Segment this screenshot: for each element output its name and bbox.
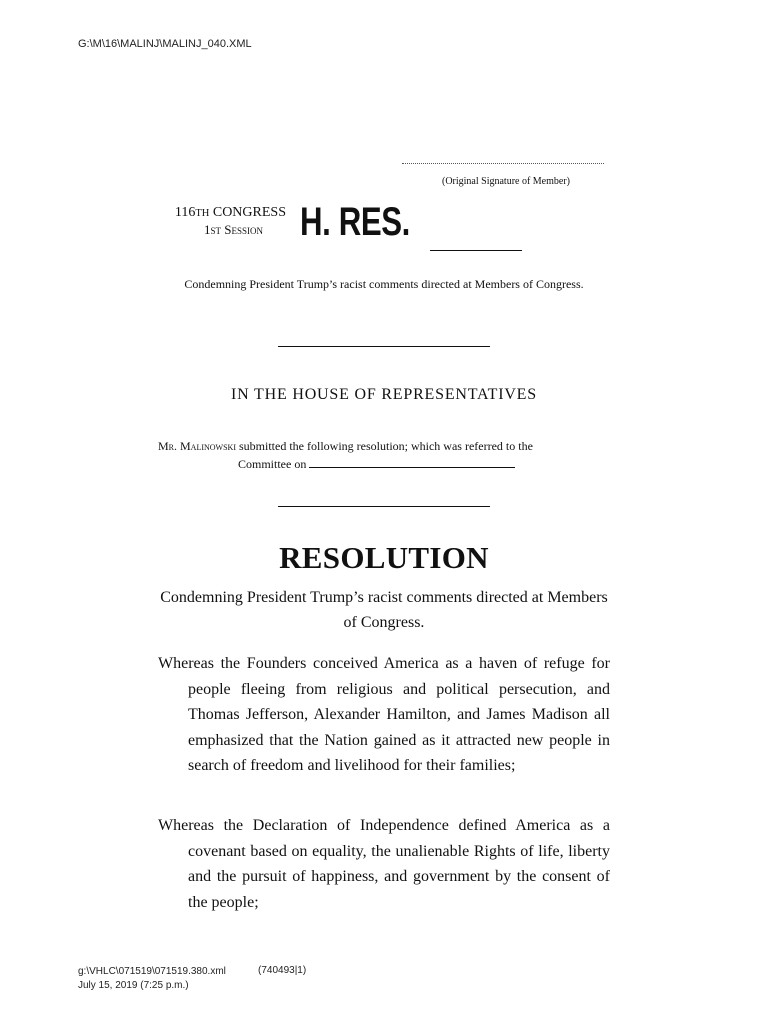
sponsor-name: Mr. Malinowski [158, 439, 236, 453]
signature-line [402, 163, 604, 164]
bill-number-blank [430, 250, 522, 251]
signature-caption: (Original Signature of Member) [441, 176, 571, 187]
short-title: Condemning President Trump’s racist comments directed at Members of Congress. [184, 277, 584, 291]
footer-code: (740493|1) [258, 965, 307, 976]
committee-blank [309, 455, 515, 468]
chamber-heading: IN THE HOUSE OF REPRESENTATIVES [231, 386, 537, 403]
introduction-text: submitted the following resolution; which was referred to the [236, 439, 533, 453]
congress-number [155, 205, 286, 222]
session-label: 1st Session [204, 222, 263, 237]
footer-timestamp: July 15, 2019 (7:25 p.m.) [78, 980, 189, 991]
congress-number-suffix: TH [195, 208, 210, 219]
divider-rule [278, 506, 490, 507]
official-title: Condemning President Trump’s racist comments directed at Members of Congress. [160, 589, 608, 631]
bill-designation: H. RES. [300, 200, 410, 244]
congress-number-value: 116 [174, 205, 196, 220]
footer-path: g:\VHLC\071519\071519.380.xml [78, 966, 226, 977]
committee-line [158, 455, 610, 473]
divider-rule [278, 346, 490, 347]
congress-word: CONGRESS [212, 205, 286, 220]
introduction-statement [158, 438, 610, 473]
committee-label: Committee on [238, 457, 307, 471]
whereas-clause: Whereas the Founders conceived America as a haven of refuge for people fleeing from religious and political persecution, and Thomas Jefferson, Alexander Hamilton, and James Madison all emphasized that the Nation gained as it attracted new people in search of freedom and livelihood for their families; [158, 655, 610, 774]
file-path: G:\M\16\MALINJ\MALINJ_040.XML [78, 38, 252, 50]
whereas-clause: Whereas the Declaration of Independence defined America as a covenant based on equality, the unalienable Rights of life, liberty and the pursuit of happiness, and government by the consent of the people; [158, 817, 610, 911]
resolution-heading: RESOLUTION [279, 540, 489, 575]
